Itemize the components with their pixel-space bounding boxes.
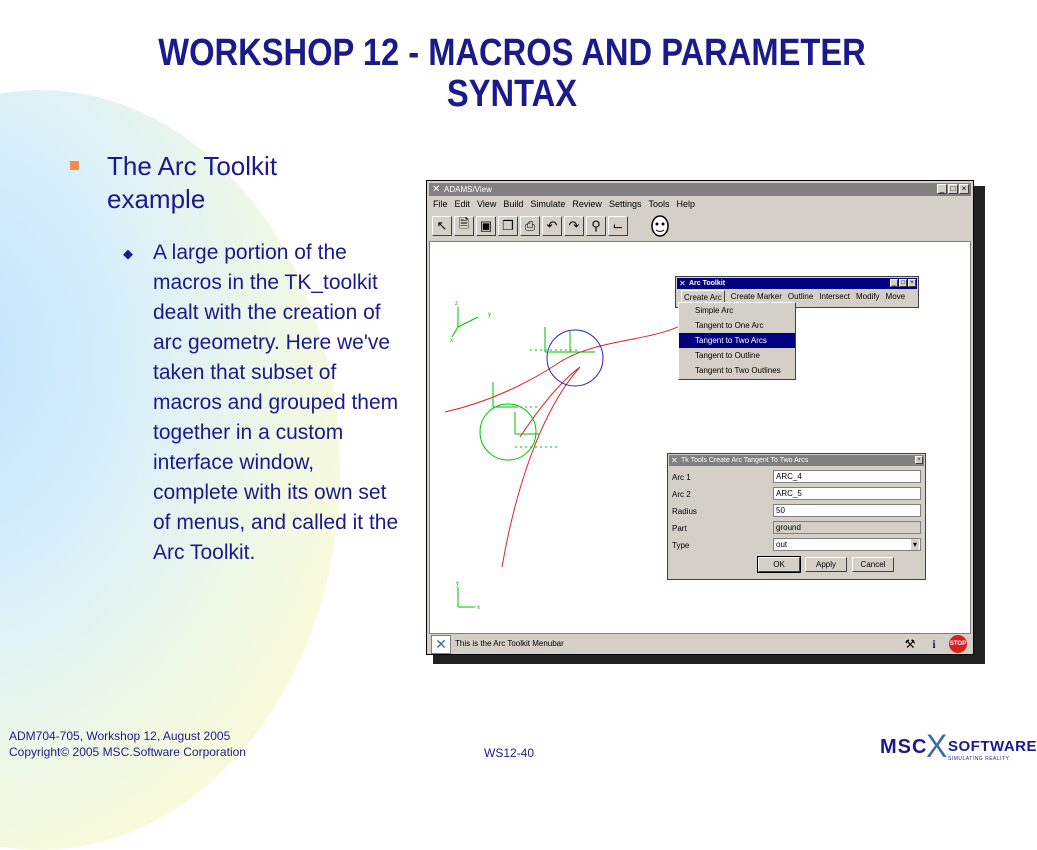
circle-arc-5 [480, 404, 536, 460]
menu-tools[interactable]: Tools [648, 199, 670, 209]
type-label: Type [672, 541, 690, 550]
bullet-2-text: A large portion of the macros in the TK_toolkit dealt with the creation of arc geometry. Here we've taken that subset of macros and grouped them together in a custom interface window, complete with its own set of menus, and called it the Arc Toolkit. [153, 241, 399, 564]
menu-simulate[interactable]: Simulate [530, 199, 566, 209]
window-titlebar[interactable] [429, 183, 971, 196]
adams-logo-icon: ✕ [671, 456, 678, 465]
field-row-radius [671, 504, 923, 519]
close-button[interactable]: × [908, 279, 916, 287]
stop-icon[interactable]: STOP [949, 635, 967, 653]
redo-icon[interactable]: ↷ [564, 216, 584, 236]
close-button[interactable]: × [959, 184, 969, 194]
menu-view[interactable]: View [477, 199, 497, 209]
square-bullet-icon [70, 161, 79, 170]
apply-button[interactable]: Apply [805, 557, 847, 572]
type-select[interactable]: out ▾ [773, 538, 921, 551]
arc1-input[interactable]: ARC_4 [773, 470, 921, 483]
status-bar [429, 635, 971, 654]
triad-label-y: y [456, 581, 459, 587]
menu-item-tangent-two-arcs[interactable]: Tangent to Two Arcs [679, 333, 795, 348]
dialog-buttons [758, 557, 894, 572]
ok-button[interactable]: OK [758, 557, 800, 572]
title-line-1: WORKSHOP 12 - MACROS AND PARAMETER [158, 32, 866, 74]
axes-icon[interactable]: ⌙ [608, 216, 628, 236]
main-toolbar [429, 212, 672, 240]
maximize-button[interactable]: □ [948, 184, 958, 194]
menu-modify[interactable]: Modify [855, 292, 880, 301]
print-icon[interactable]: ⎙ [520, 216, 540, 236]
zoom-icon[interactable]: ⚲ [586, 216, 606, 236]
undo-icon[interactable]: ↶ [542, 216, 562, 236]
adams-status-icon: ✕ [431, 635, 451, 654]
menu-help[interactable]: Help [676, 199, 695, 209]
cancel-button[interactable]: Cancel [852, 557, 894, 572]
radius-label: Radius [672, 507, 697, 516]
status-message: This is the Arc Toolkit Menubar [455, 639, 564, 648]
tools-icon[interactable]: ⚒ [904, 637, 916, 651]
axis-label-y: y [488, 312, 491, 318]
menu-create-marker[interactable]: Create Marker [730, 292, 782, 301]
footer-copyright [9, 728, 246, 760]
info-icon[interactable]: i [932, 636, 936, 651]
footer-line-2: Copyright© 2005 MSC.Software Corporation [9, 745, 246, 759]
arc-toolkit-title: Arc Toolkit [689, 280, 726, 287]
new-icon[interactable]: 🗎 [454, 216, 474, 236]
dialog-titlebar[interactable] [669, 455, 924, 466]
slide-title [72, 33, 953, 115]
radius-input[interactable]: 50 [773, 504, 921, 517]
marker-left [452, 307, 478, 337]
adams-view-window [426, 180, 974, 655]
footer-line-1: ADM704-705, Workshop 12, August 2005 [9, 729, 231, 743]
menu-outline[interactable]: Outline [787, 292, 814, 301]
page-number: WS12-40 [484, 746, 535, 760]
menu-edit[interactable]: Edit [454, 199, 471, 209]
menu-review[interactable]: Review [572, 199, 602, 209]
arc2-input[interactable]: ARC_5 [773, 487, 921, 500]
logo-x-icon: X [926, 728, 948, 764]
logo-msc-text: MSC [880, 736, 928, 758]
origin-triad [458, 587, 475, 607]
minimize-button[interactable]: _ [890, 279, 898, 287]
main-menubar [429, 197, 695, 211]
axis-label-z: z [455, 301, 458, 307]
menu-file[interactable]: File [433, 199, 448, 209]
menu-settings[interactable]: Settings [608, 199, 642, 209]
menu-item-simple-arc[interactable]: Simple Arc [695, 306, 734, 315]
close-button[interactable]: × [915, 456, 923, 464]
logo-tagline: SIMULATING REALITY [948, 756, 1010, 762]
axis-label-x: x [450, 338, 453, 344]
part-label: Part [672, 524, 687, 533]
logo-face-icon[interactable] [648, 214, 672, 238]
arc2-label: Arc 2 [672, 490, 691, 499]
field-row-arc1 [671, 470, 923, 485]
window-title: ADAMS/View [444, 185, 492, 194]
triad-label-x: x [477, 605, 480, 611]
marker-mid [493, 382, 560, 447]
dialog-title: Tk Tools Create Arc Tangent To Two Arcs [681, 457, 809, 464]
title-line-2: SYNTAX [446, 73, 578, 115]
adams-logo-icon: ✕ [679, 279, 686, 288]
marker-top [530, 327, 595, 352]
save-icon[interactable]: ▣ [476, 216, 496, 236]
arc-red-lower [502, 367, 580, 567]
arc-red-upper [445, 320, 690, 412]
msc-software-logo [880, 728, 1037, 766]
axis-labels-text [450, 301, 491, 344]
part-input[interactable]: ground [773, 521, 921, 534]
logo-software-text: SOFTWARE [948, 738, 1037, 755]
copy-icon[interactable]: ❐ [498, 216, 518, 236]
circle-arc-4 [547, 330, 603, 386]
create-arc-dropdown [678, 302, 796, 380]
menu-build[interactable]: Build [503, 199, 524, 209]
field-row-part [671, 521, 923, 536]
field-row-arc2 [671, 487, 923, 502]
menu-create-arc[interactable]: Create Arc [681, 290, 725, 306]
arc-toolkit-titlebar[interactable] [677, 278, 917, 289]
menu-intersect[interactable]: Intersect [819, 292, 850, 301]
menu-move[interactable]: Move [885, 292, 906, 301]
menu-item-tangent-two-outlines[interactable]: Tangent to Two Outlines [695, 366, 781, 375]
menu-item-tangent-outline[interactable]: Tangent to Outline [695, 351, 760, 360]
bullet-1-text: The Arc Toolkit example [107, 151, 278, 214]
minimize-button[interactable]: _ [937, 184, 947, 194]
field-row-type [671, 538, 923, 553]
adams-logo-icon: ✕ [432, 184, 441, 195]
maximize-button[interactable]: □ [899, 279, 907, 287]
menu-item-tangent-one-arc[interactable]: Tangent to One Arc [695, 321, 764, 330]
tangent-arc-dialog [667, 453, 926, 580]
select-icon[interactable]: ↖ [432, 216, 452, 236]
diamond-bullet-icon: ◆ [123, 246, 133, 261]
arc1-label: Arc 1 [672, 473, 691, 482]
